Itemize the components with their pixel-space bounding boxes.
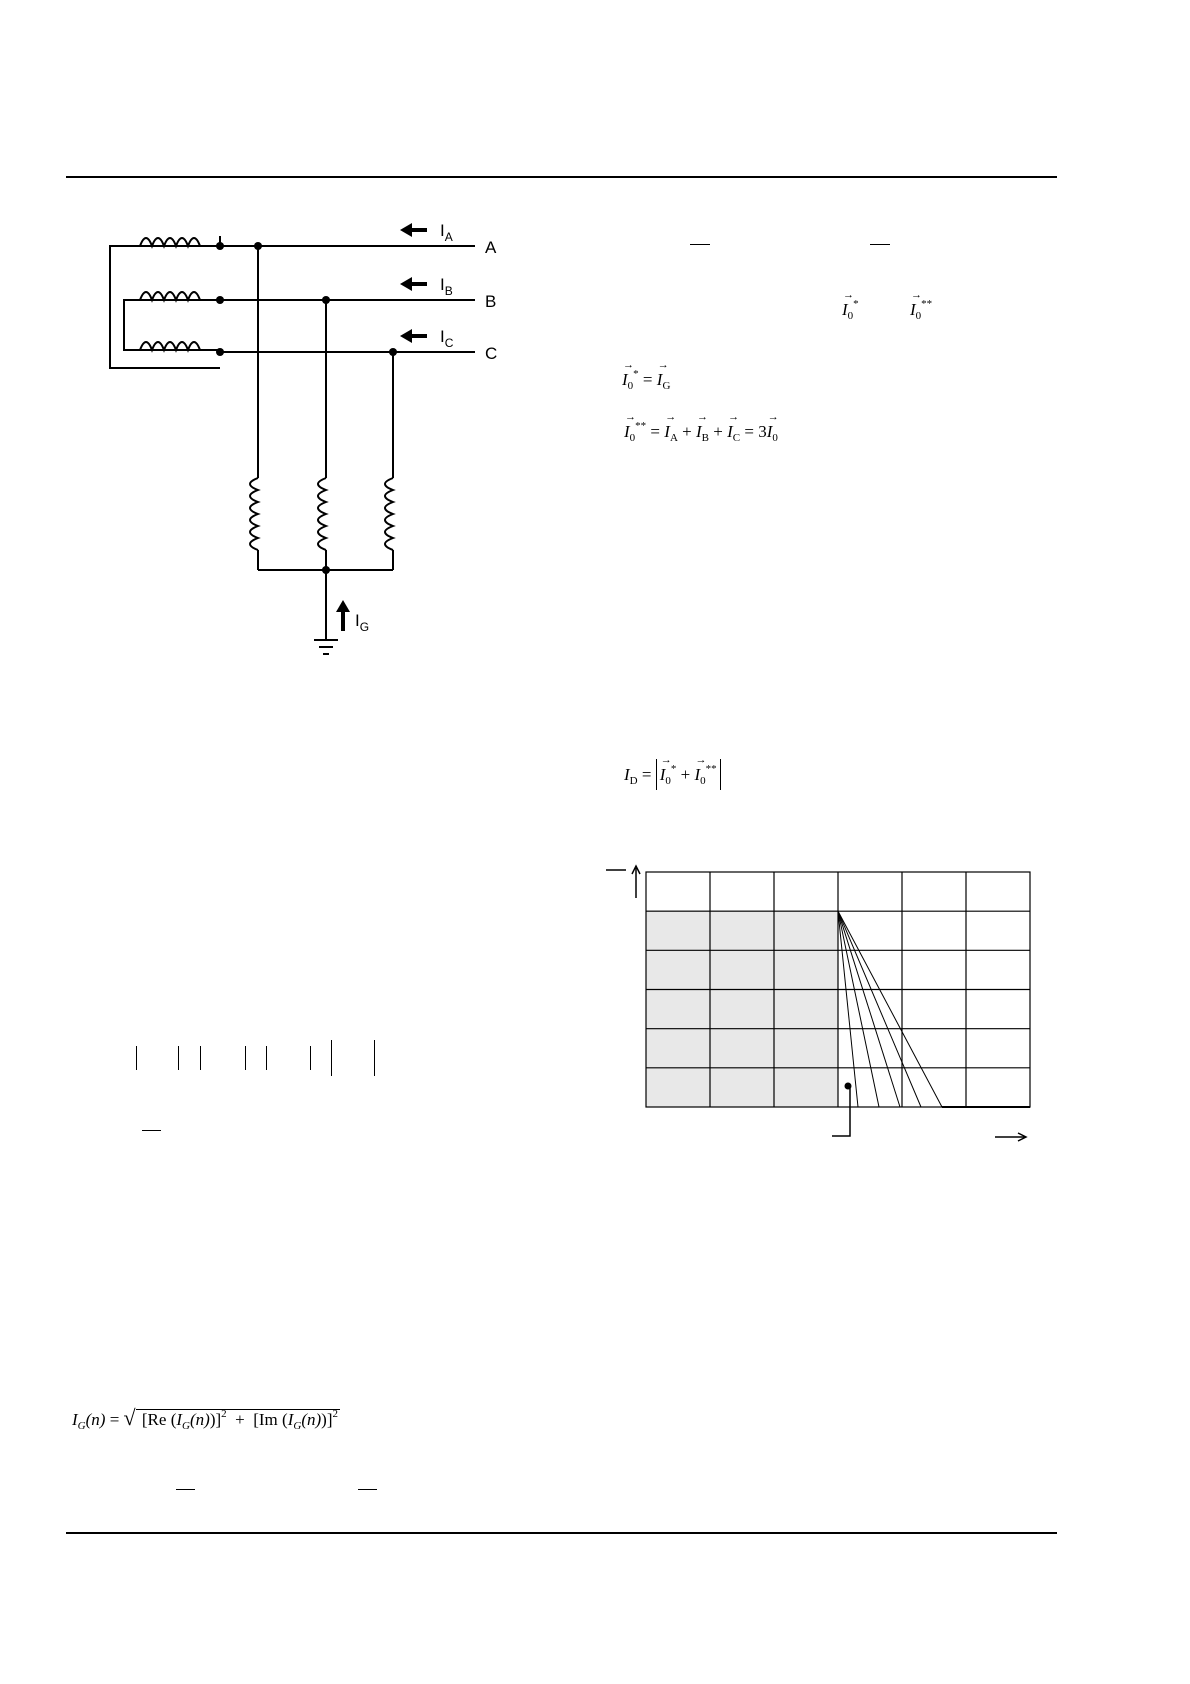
abs-bar <box>178 1046 179 1070</box>
abs-bar <box>266 1046 267 1070</box>
phase-label-a: A <box>485 238 497 257</box>
fraction-bar <box>690 244 710 245</box>
abs-bar <box>136 1046 137 1070</box>
equation-i0-star: → $I_0^*$ = → $I_G$ <box>622 368 670 392</box>
transformer-circuit-diagram <box>100 210 520 670</box>
fraction-bar <box>358 1489 377 1490</box>
inline-i0-double-star: → $I_0^{**}$ <box>910 298 932 322</box>
current-label-ig: $I_G$ <box>355 611 370 634</box>
characteristic-slope-line <box>838 911 942 1107</box>
abs-bar <box>200 1046 201 1070</box>
characteristic-slope-line <box>838 911 858 1107</box>
footer-rule <box>66 1532 1057 1534</box>
phase-label-c: C <box>485 344 498 363</box>
current-label-ia: $I_A$ <box>440 221 453 244</box>
fraction-bar <box>142 1130 161 1131</box>
phase-label-b: B <box>485 292 497 311</box>
equation-i0-double-star: → $I_0^{**}$ = → $I_A$ + → $I_B$ + → $I_C = 3\to I_0$ <box>624 420 778 444</box>
equation-id: $I_D$ = → $I_0^*$ + → $I_0^{**}$ <box>624 763 721 787</box>
fraction-bar <box>870 244 890 245</box>
inline-i0-star: → $I_0^*$ <box>842 298 859 322</box>
abs-bar <box>310 1046 311 1070</box>
equation-ig-magnitude: $I_G(n)$ = √ [Re $(I_G(n))]^2 + [Im$ $(I_G(n))]^2$ <box>72 1405 338 1432</box>
chart-shaded-region <box>646 910 838 1107</box>
characteristic-slope-line <box>838 911 879 1107</box>
current-label-ic: $I_C$ <box>440 327 454 350</box>
abs-bar <box>331 1040 332 1076</box>
header-rule <box>66 176 1057 178</box>
characteristic-point <box>845 1083 852 1090</box>
abs-bar <box>245 1046 246 1070</box>
fraction-bar <box>176 1489 195 1490</box>
characteristic-slope-line <box>838 911 921 1107</box>
differential-characteristic-chart <box>600 850 1040 1150</box>
current-label-ib: $I_B$ <box>440 275 453 298</box>
characteristic-slope-line <box>838 911 900 1107</box>
abs-bar <box>374 1040 375 1076</box>
